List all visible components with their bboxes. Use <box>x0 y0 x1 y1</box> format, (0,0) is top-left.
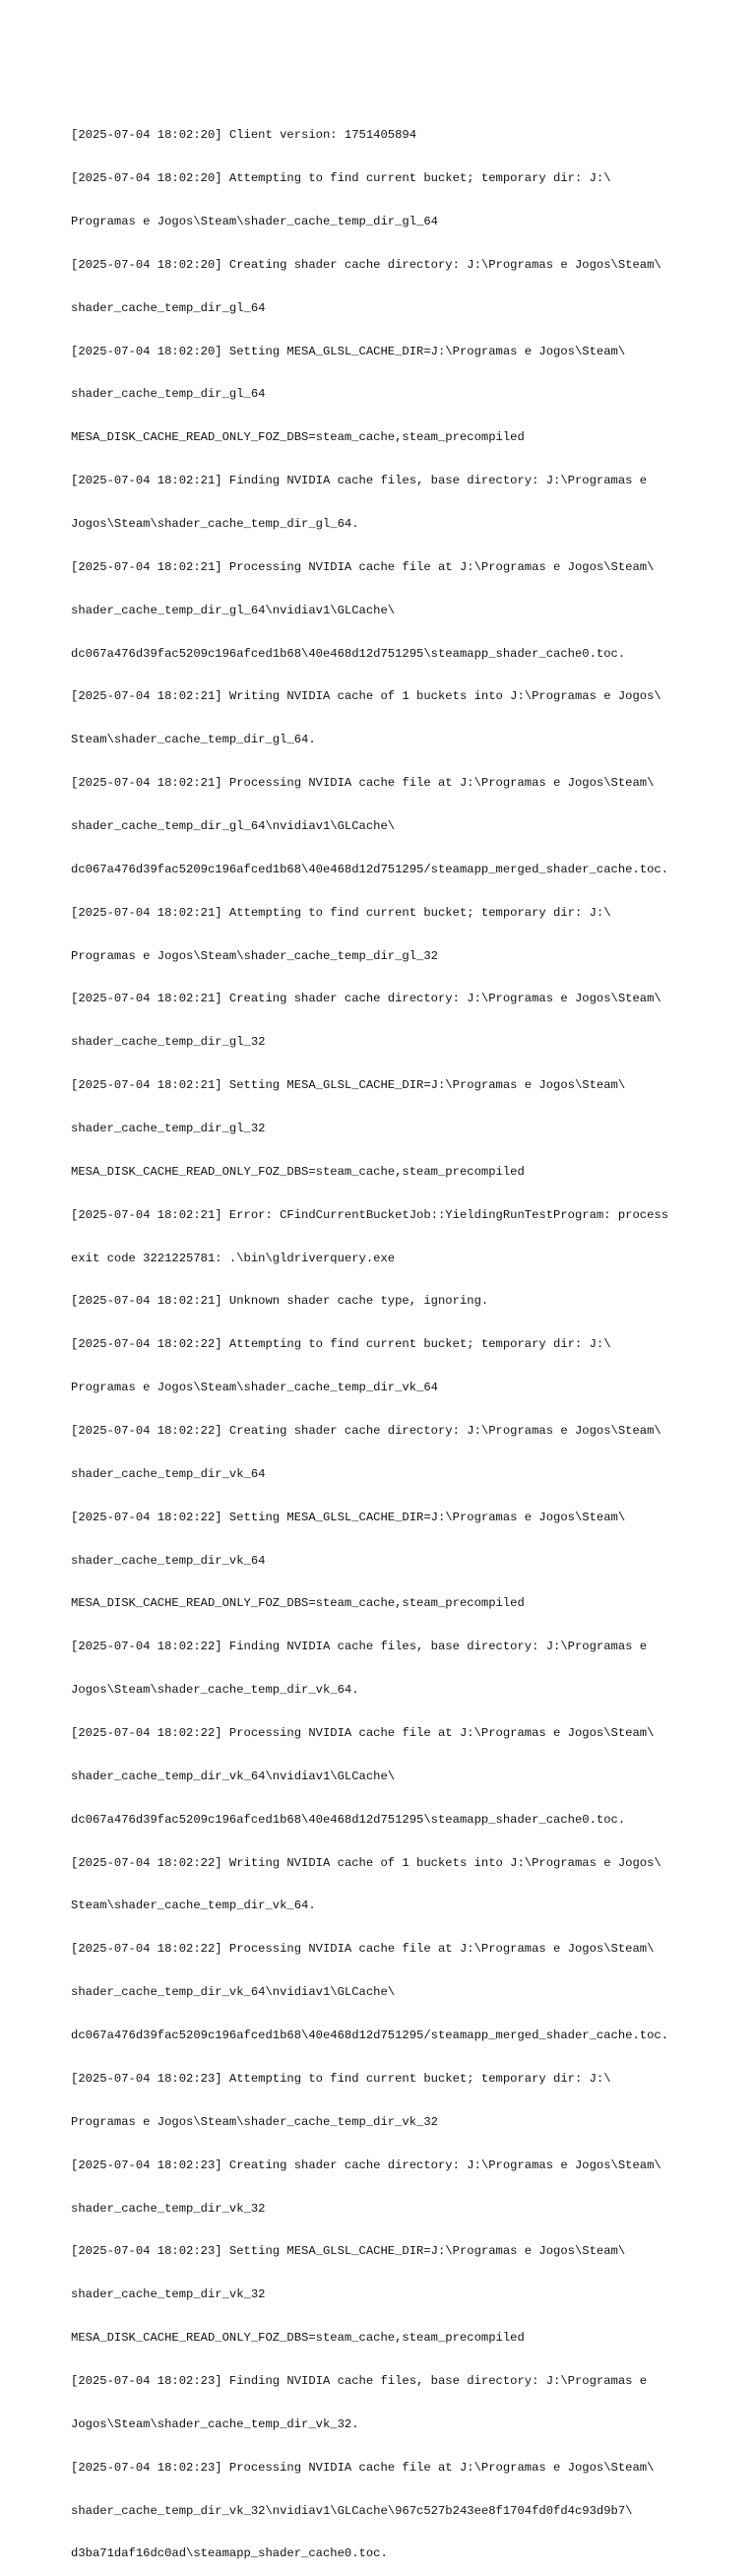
log-page <box>71 99 711 2576</box>
log-line: Programas e Jogos\Steam\shader_cache_temp_dir_vk_32 <box>71 2114 438 2129</box>
log-line: [2025-07-04 18:02:22] Finding NVIDIA cache files, base directory: J:\Programas e <box>71 1640 648 1654</box>
log-line: shader_cache_temp_dir_gl_32 <box>71 1035 266 1050</box>
log-line: shader_cache_temp_dir_vk_64\nvidiav1\GLCache\ <box>71 1769 396 1783</box>
log-line: shader_cache_temp_dir_vk_32 <box>71 2287 266 2302</box>
log-line: Programas e Jogos\Steam\shader_cache_temp_dir_vk_64 <box>71 1381 438 1395</box>
log-line: dc067a476d39fac5209c196afced1b68\40e468d12d751295\steamapp_shader_cache0.toc. <box>71 646 626 661</box>
log-line: [2025-07-04 18:02:23] Setting MESA_GLSL_CACHE_DIR=J:\Programas e Jogos\Steam\ <box>71 2244 626 2259</box>
log-line: [2025-07-04 18:02:21] Attempting to find current bucket; temporary dir: J:\ <box>71 905 611 920</box>
log-line: MESA_DISK_CACHE_READ_ONLY_FOZ_DBS=steam_cache,steam_precompiled <box>71 1596 525 1611</box>
log-line: Steam\shader_cache_temp_dir_vk_64. <box>71 1899 316 1913</box>
log-line: Steam\shader_cache_temp_dir_gl_64. <box>71 733 316 747</box>
log-line: [2025-07-04 18:02:21] Finding NVIDIA cache files, base directory: J:\Programas e <box>71 474 648 488</box>
log-line: dc067a476d39fac5209c196afced1b68\40e468d12d751295/steamapp_merged_shader_cache.toc. <box>71 862 669 876</box>
log-line: dc067a476d39fac5209c196afced1b68\40e468d12d751295/steamapp_merged_shader_cache.toc. <box>71 2029 669 2043</box>
log-line: [2025-07-04 18:02:22] Attempting to find current bucket; temporary dir: J:\ <box>71 1337 611 1352</box>
log-line: Programas e Jogos\Steam\shader_cache_temp_dir_gl_32 <box>71 948 438 963</box>
log-line: [2025-07-04 18:02:22] Processing NVIDIA cache file at J:\Programas e Jogos\Steam\ <box>71 1942 655 1957</box>
log-line: shader_cache_temp_dir_gl_64\nvidiav1\GLCache\ <box>71 603 396 617</box>
log-line: [2025-07-04 18:02:23] Creating shader cache directory: J:\Programas e Jogos\Steam\ <box>71 2157 662 2172</box>
log-line: dc067a476d39fac5209c196afced1b68\40e468d12d751295\steamapp_shader_cache0.toc. <box>71 1812 626 1827</box>
log-line: [2025-07-04 18:02:21] Writing NVIDIA cache of 1 buckets into J:\Programas e Jogos\ <box>71 689 662 704</box>
log-line: [2025-07-04 18:02:20] Attempting to find current bucket; temporary dir: J:\ <box>71 171 611 186</box>
log-line: shader_cache_temp_dir_vk_64 <box>71 1553 266 1568</box>
log-line: Jogos\Steam\shader_cache_temp_dir_vk_32. <box>71 2416 359 2431</box>
log-line: MESA_DISK_CACHE_READ_ONLY_FOZ_DBS=steam_cache,steam_precompiled <box>71 2331 525 2346</box>
log-line: shader_cache_temp_dir_gl_64 <box>71 387 266 402</box>
log-line: [2025-07-04 18:02:21] Creating shader cache directory: J:\Programas e Jogos\Steam\ <box>71 992 662 1006</box>
log-line: shader_cache_temp_dir_gl_64\nvidiav1\GLCache\ <box>71 819 396 833</box>
log-line: Programas e Jogos\Steam\shader_cache_temp_dir_gl_64 <box>71 214 438 228</box>
log-line: d3ba71daf16dc0ad\steamapp_shader_cache0.toc. <box>71 2546 388 2561</box>
log-line: Jogos\Steam\shader_cache_temp_dir_gl_64. <box>71 516 359 531</box>
log-line: [2025-07-04 18:02:22] Setting MESA_GLSL_CACHE_DIR=J:\Programas e Jogos\Steam\ <box>71 1510 626 1524</box>
log-line: [2025-07-04 18:02:20] Setting MESA_GLSL_CACHE_DIR=J:\Programas e Jogos\Steam\ <box>71 344 626 358</box>
log-line: [2025-07-04 18:02:21] Processing NVIDIA cache file at J:\Programas e Jogos\Steam\ <box>71 559 655 574</box>
log-line: [2025-07-04 18:02:21] Unknown shader cache type, ignoring. <box>71 1294 489 1309</box>
log-line: exit code 3221225781: .\bin\gldriverquery.exe <box>71 1251 396 1265</box>
log-line: [2025-07-04 18:02:23] Processing NVIDIA cache file at J:\Programas e Jogos\Steam\ <box>71 2460 655 2475</box>
log-line: [2025-07-04 18:02:21] Setting MESA_GLSL_CACHE_DIR=J:\Programas e Jogos\Steam\ <box>71 1078 626 1093</box>
log-line: shader_cache_temp_dir_gl_64 <box>71 300 266 315</box>
log-line: shader_cache_temp_dir_gl_32 <box>71 1122 266 1136</box>
log-line: [2025-07-04 18:02:21] Error: CFindCurrentBucketJob::YieldingRunTestProgram: process <box>71 1207 669 1222</box>
log-line: [2025-07-04 18:02:22] Writing NVIDIA cache of 1 buckets into J:\Programas e Jogos\ <box>71 1855 662 1870</box>
log-line: shader_cache_temp_dir_vk_32\nvidiav1\GLCache\967c527b243ee8f1704fd0fd4c93d9b7\ <box>71 2503 633 2518</box>
log-line: MESA_DISK_CACHE_READ_ONLY_FOZ_DBS=steam_cache,steam_precompiled <box>71 1164 525 1179</box>
log-line: [2025-07-04 18:02:23] Attempting to find current bucket; temporary dir: J:\ <box>71 2071 611 2086</box>
log-line: [2025-07-04 18:02:23] Finding NVIDIA cache files, base directory: J:\Programas e <box>71 2373 648 2388</box>
log-line: [2025-07-04 18:02:20] Client version: 1751405894 <box>71 128 417 143</box>
log-line: MESA_DISK_CACHE_READ_ONLY_FOZ_DBS=steam_cache,steam_precompiled <box>71 430 525 445</box>
log-line: [2025-07-04 18:02:22] Creating shader cache directory: J:\Programas e Jogos\Steam\ <box>71 1424 662 1439</box>
log-line: [2025-07-04 18:02:22] Processing NVIDIA cache file at J:\Programas e Jogos\Steam\ <box>71 1726 655 1741</box>
log-line: shader_cache_temp_dir_vk_32 <box>71 2201 266 2216</box>
log-line: [2025-07-04 18:02:20] Creating shader cache directory: J:\Programas e Jogos\Steam\ <box>71 257 662 272</box>
log-line: [2025-07-04 18:02:21] Processing NVIDIA cache file at J:\Programas e Jogos\Steam\ <box>71 776 655 791</box>
log-line: shader_cache_temp_dir_vk_64\nvidiav1\GLCache\ <box>71 1985 396 2000</box>
log-line: Jogos\Steam\shader_cache_temp_dir_vk_64. <box>71 1683 359 1698</box>
log-line: shader_cache_temp_dir_vk_64 <box>71 1466 266 1481</box>
